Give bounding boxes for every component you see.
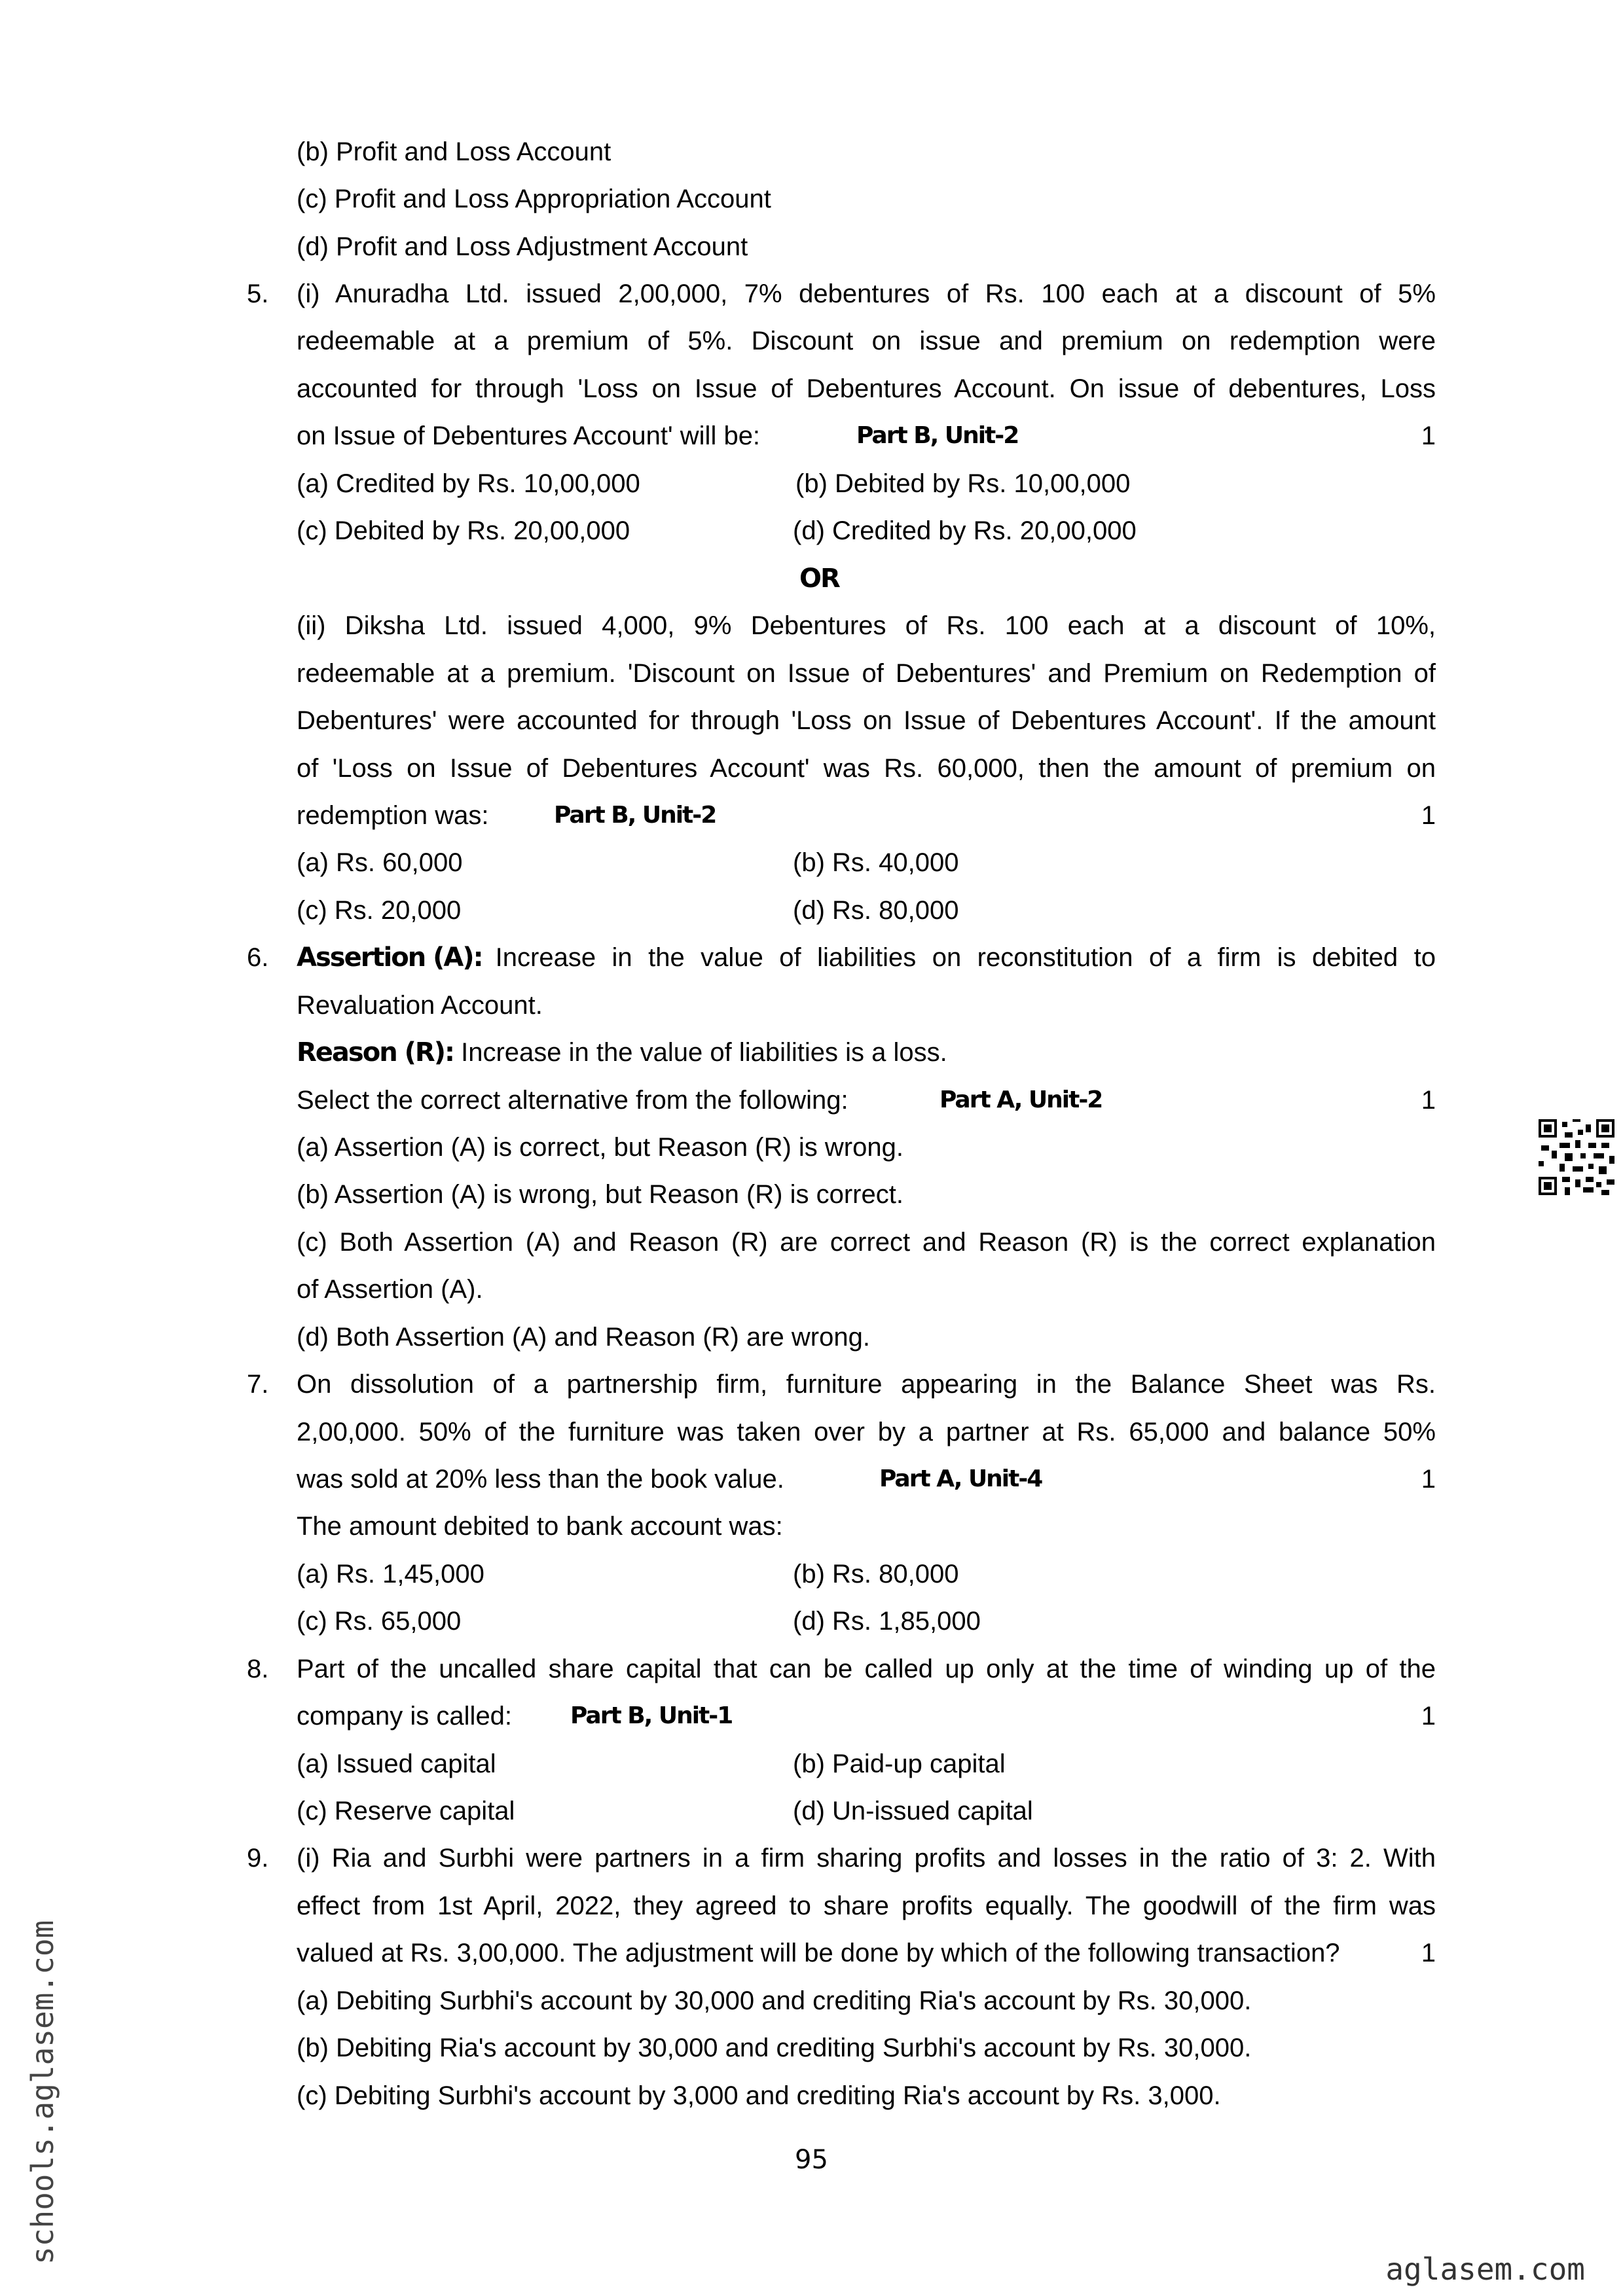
q6-option-a: (a) Assertion (A) is correct, but Reason (R) is wrong. <box>297 1133 903 1162</box>
q5-alt-line-2: redeemable at a premium. 'Discount on Issue of Debentures' and Premium on Redemption of <box>297 659 1436 688</box>
q5-or-divider: OR <box>799 564 839 594</box>
q5-alt-option-a: (a) Rs. 60,000 <box>297 848 463 877</box>
q7-sub-question: The amount debited to bank account was: <box>297 1512 783 1541</box>
q8-number: 8. <box>247 1655 269 1683</box>
q5-line-3: accounted for through 'Loss on Issue of Debentures Account. On issue of debentures, Loss <box>297 374 1436 403</box>
q5-alt-unit-tag: Part B, Unit-2 <box>554 802 716 829</box>
q6-select-text: Select the correct alternative from the following: <box>297 1086 848 1115</box>
prev-option-c: (c) Profit and Loss Appropriation Account <box>297 185 771 213</box>
q9-option-a: (a) Debiting Surbhi's account by 30,000 and crediting Ria's account by Rs. 30,000. <box>297 1986 1252 2015</box>
q5-alt-option-c: (c) Rs. 20,000 <box>297 896 462 925</box>
q7-option-d: (d) Rs. 1,85,000 <box>793 1607 981 1636</box>
q8-option-b: (b) Paid-up capital <box>793 1749 1006 1778</box>
q7-option-a: (a) Rs. 1,45,000 <box>297 1560 484 1588</box>
q9-line-2: effect from 1st April, 2022, they agreed to share profits equally. The goodwill of the firm was <box>297 1892 1436 1920</box>
q5-alt-marks: 1 <box>1421 801 1436 830</box>
q5-option-b: (b) Debited by Rs. 10,00,000 <box>795 469 1131 498</box>
q9-line-3: valued at Rs. 3,00,000. The adjustment will be done by which of the following transaction? <box>297 1939 1340 1967</box>
q8-line-1: Part of the uncalled share capital that can be called up only at the time of winding up of the <box>297 1655 1436 1683</box>
q5-line-1: (i) Anuradha Ltd. issued 2,00,000, 7% debentures of Rs. 100 each at a discount of 5% <box>297 279 1436 308</box>
q5-line-2: redeemable at a premium of 5%. Discount on issue and premium on redemption were <box>297 327 1436 355</box>
q5-alt-line-4: of 'Loss on Issue of Debentures Account' was Rs. 60,000, then the amount of premium on <box>297 754 1436 783</box>
q5-alt-option-d: (d) Rs. 80,000 <box>793 896 959 925</box>
q6-reason-label: Reason (R): <box>297 1037 454 1067</box>
q9-option-b: (b) Debiting Ria's account by 30,000 and crediting Surbhi's account by Rs. 30,000. <box>297 2034 1252 2062</box>
watermark-left: schools.aglasem.com <box>25 1920 60 2265</box>
q7-number: 7. <box>247 1370 269 1399</box>
q7-line-3: was sold at 20% less than the book value. <box>297 1465 784 1494</box>
q5-option-a: (a) Credited by Rs. 10,00,000 <box>297 469 640 498</box>
q7-option-b: (b) Rs. 80,000 <box>793 1560 959 1588</box>
q6-assertion-line-2: Revaluation Account. <box>297 991 543 1020</box>
q5-number: 5. <box>247 279 269 308</box>
prev-option-b: (b) Profit and Loss Account <box>297 137 611 166</box>
q9-option-c: (c) Debiting Surbhi's account by 3,000 and crediting Ria's account by Rs. 3,000. <box>297 2081 1221 2110</box>
q8-option-d: (d) Un-issued capital <box>793 1797 1033 1825</box>
q7-line-2: 2,00,000. 50% of the furniture was taken over by a partner at Rs. 65,000 and balance 50% <box>297 1418 1436 1446</box>
q5-alt-line-3: Debentures' were accounted for through 'Loss on Issue of Debentures Account'. If the amount <box>297 706 1436 735</box>
q6-marks: 1 <box>1421 1086 1436 1115</box>
q8-line-2: company is called: <box>297 1702 513 1731</box>
q5-alt-line-5: redemption was: <box>297 801 489 830</box>
q5-marks: 1 <box>1421 422 1436 450</box>
q9-number: 9. <box>247 1844 269 1873</box>
q7-option-c: (c) Rs. 65,000 <box>297 1607 462 1636</box>
q6-option-b: (b) Assertion (A) is wrong, but Reason (R) is correct. <box>297 1180 903 1209</box>
q8-unit-tag: Part B, Unit-1 <box>570 1702 733 1729</box>
q8-marks: 1 <box>1421 1702 1436 1731</box>
q6-unit-tag: Part A, Unit-2 <box>939 1086 1103 1113</box>
q6-number: 6. <box>247 943 269 972</box>
q6-assertion-text: Increase in the value of liabilities on reconstitution of a firm is debited to <box>495 943 1436 972</box>
q6-option-d: (d) Both Assertion (A) and Reason (R) are wrong. <box>297 1323 870 1352</box>
q6-reason-text: Increase in the value of liabilities is a loss. <box>461 1038 947 1067</box>
q6-assertion-label: Assertion (A): <box>297 942 483 973</box>
q8-option-c: (c) Reserve capital <box>297 1797 515 1825</box>
q5-alt-line-1: (ii) Diksha Ltd. issued 4,000, 9% Debentures of Rs. 100 each at a discount of 10%, <box>297 611 1436 640</box>
watermark-right: aglasem.com <box>1385 2251 1585 2287</box>
q7-line-1: On dissolution of a partnership firm, furniture appearing in the Balance Sheet was Rs. <box>297 1370 1436 1399</box>
q9-line-1: (i) Ria and Surbhi were partners in a firm sharing profits and losses in the ratio of 3: 2. With <box>297 1844 1436 1873</box>
q5-alt-option-b: (b) Rs. 40,000 <box>793 848 959 877</box>
q6-assertion-row <box>297 942 1436 973</box>
q6-reason-row <box>297 1037 947 1068</box>
q9-marks: 1 <box>1421 1939 1436 1967</box>
q7-marks: 1 <box>1421 1465 1436 1494</box>
q7-unit-tag: Part A, Unit-4 <box>879 1465 1042 1492</box>
qr-code-icon <box>1539 1119 1614 1195</box>
q5-option-c: (c) Debited by Rs. 20,00,000 <box>297 516 630 545</box>
q8-option-a: (a) Issued capital <box>297 1749 496 1778</box>
page-number: 95 <box>795 2145 828 2175</box>
q5-unit-tag: Part B, Unit-2 <box>856 422 1019 449</box>
q5-option-d: (d) Credited by Rs. 20,00,000 <box>793 516 1137 545</box>
q6-option-c: (c) Both Assertion (A) and Reason (R) are correct and Reason (R) is the correct explanation <box>297 1228 1436 1257</box>
q6-option-c-cont: of Assertion (A). <box>297 1275 483 1304</box>
q5-line-4: on Issue of Debentures Account' will be: <box>297 422 761 450</box>
prev-option-d: (d) Profit and Loss Adjustment Account <box>297 232 748 261</box>
